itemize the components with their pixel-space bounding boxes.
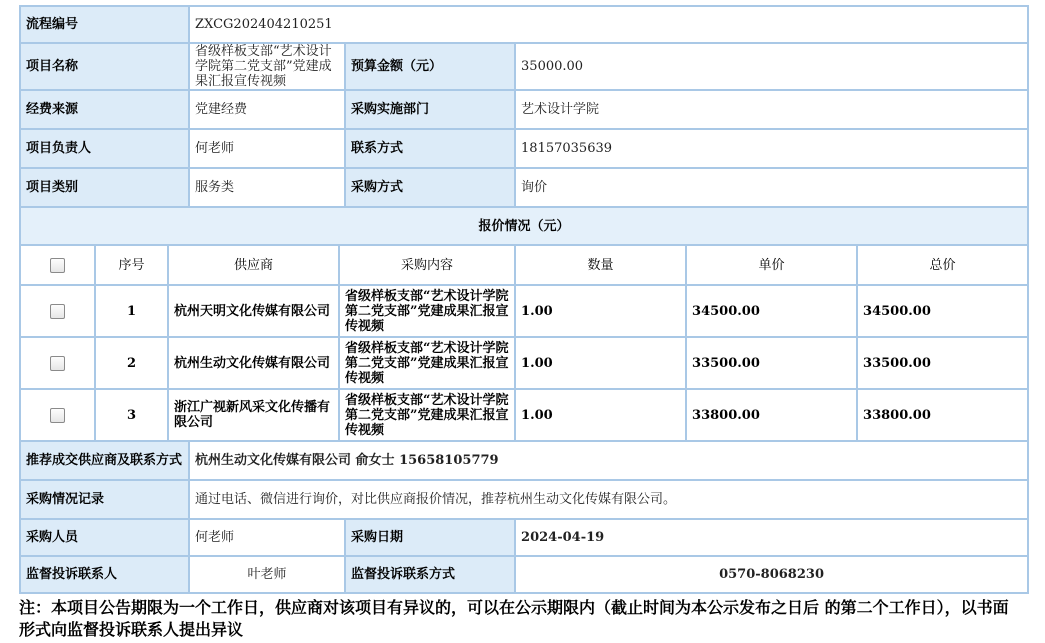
buyer-label: 采购人员 <box>20 519 189 556</box>
row-content: 省级样板支部“艺术设计学院第二党支部”党建成果汇报宣传视频 <box>339 389 515 441</box>
budget-label: 预算金额（元） <box>345 43 515 90</box>
recommend-label: 推荐成交供应商及联系方式 <box>20 441 189 480</box>
record-label: 采购情况记录 <box>20 480 189 519</box>
process-no-label: 流程编号 <box>20 6 189 43</box>
row-no: 1 <box>95 285 168 337</box>
row-select-cell <box>20 337 95 389</box>
col-header-unit-price: 单价 <box>686 245 857 285</box>
row-supplier: 杭州天明文化传媒有限公司 <box>168 285 339 337</box>
row-no: 2 <box>95 337 168 389</box>
supervisor-label: 监督投诉联系人 <box>20 556 189 593</box>
funding-value: 党建经费 <box>189 90 345 129</box>
row-qty: 1.00 <box>515 389 686 441</box>
date-value: 2024-04-19 <box>515 519 1028 556</box>
row-no: 3 <box>95 389 168 441</box>
buyer-value: 何老师 <box>189 519 345 556</box>
table-row <box>20 285 1028 337</box>
row-unit-price: 34500.00 <box>686 285 857 337</box>
row-unit-price: 33800.00 <box>686 389 857 441</box>
dept-value: 艺术设计学院 <box>515 90 1028 129</box>
record-value: 通过电话、微信进行询价，对比供应商报价情况，推荐杭州生动文化传媒有限公司。 <box>189 480 1028 519</box>
funding-label: 经费来源 <box>20 90 189 129</box>
row-content: 省级样板支部“艺术设计学院第二党支部”党建成果汇报宣传视频 <box>339 337 515 389</box>
category-value: 服务类 <box>189 168 345 207</box>
category-label: 项目类别 <box>20 168 189 207</box>
row-total: 33500.00 <box>857 337 1028 389</box>
recommend-value: 杭州生动文化传媒有限公司 俞女士 15658105779 <box>189 441 1028 480</box>
dept-label: 采购实施部门 <box>345 90 515 129</box>
row-qty: 1.00 <box>515 337 686 389</box>
row-content: 省级样板支部“艺术设计学院第二党支部”党建成果汇报宣传视频 <box>339 285 515 337</box>
row-total: 33800.00 <box>857 389 1028 441</box>
supervisor-contact-label: 监督投诉联系方式 <box>345 556 515 593</box>
row-select-cell <box>20 285 95 337</box>
row-checkbox[interactable] <box>50 356 65 371</box>
budget-value: 35000.00 <box>515 43 1028 90</box>
table-row <box>20 337 1028 389</box>
col-header-total: 总价 <box>857 245 1028 285</box>
row-select-cell <box>20 389 95 441</box>
process-no-value: ZXCG202404210251 <box>189 6 1028 43</box>
row-checkbox[interactable] <box>50 408 65 423</box>
project-name-value: 省级样板支部“艺术设计学院第二党支部”党建成果汇报宣传视频 <box>189 43 345 90</box>
col-header-no: 序号 <box>95 245 168 285</box>
row-total: 34500.00 <box>857 285 1028 337</box>
col-header-qty: 数量 <box>515 245 686 285</box>
method-value: 询价 <box>515 168 1028 207</box>
method-label: 采购方式 <box>345 168 515 207</box>
row-qty: 1.00 <box>515 285 686 337</box>
select-all-cell <box>20 245 95 285</box>
quote-section-title: 报价情况（元） <box>20 207 1028 245</box>
row-supplier: 杭州生动文化传媒有限公司 <box>168 337 339 389</box>
disclaimer-note: 注：本项目公告期限为一个工作日，供应商对该项目有异议的，可以在公示期限内（截止时间为本公示发布之日后 的第二个工作日），以书面形式向监督投诉联系人提出异议 <box>19 598 1009 639</box>
row-supplier: 浙江广视新风采文化传播有限公司 <box>168 389 339 441</box>
manager-label: 项目负责人 <box>20 129 189 168</box>
col-header-supplier: 供应商 <box>168 245 339 285</box>
row-checkbox[interactable] <box>50 304 65 319</box>
procurement-table <box>19 5 1029 594</box>
supervisor-value: 叶老师 <box>189 556 345 593</box>
col-header-content: 采购内容 <box>339 245 515 285</box>
row-unit-price: 33500.00 <box>686 337 857 389</box>
contact-label: 联系方式 <box>345 129 515 168</box>
supervisor-contact-value: 0570-8068230 <box>515 556 1028 593</box>
date-label: 采购日期 <box>345 519 515 556</box>
manager-value: 何老师 <box>189 129 345 168</box>
procurement-form <box>19 5 1027 594</box>
table-row <box>20 389 1028 441</box>
contact-value: 18157035639 <box>515 129 1028 168</box>
project-name-label: 项目名称 <box>20 43 189 90</box>
select-all-checkbox[interactable] <box>50 258 65 273</box>
